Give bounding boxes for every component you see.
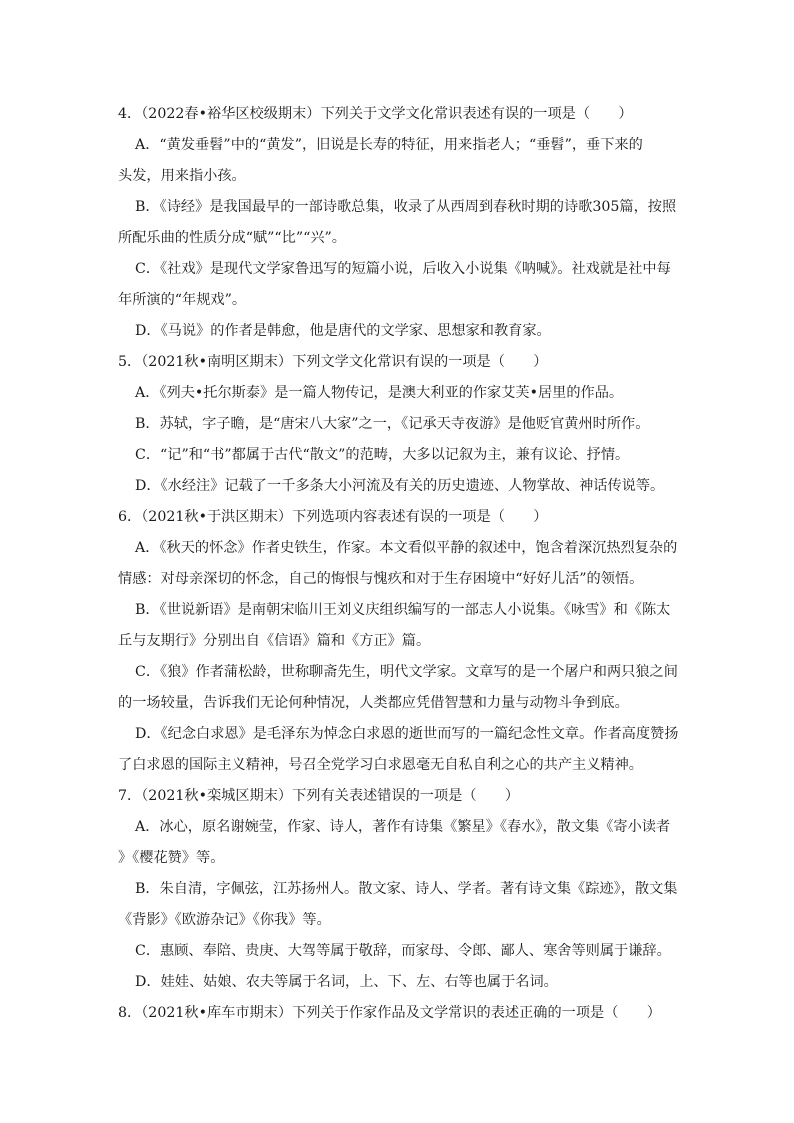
question-4-option-c: C．《社戏》是现代文学家鲁迅写的短篇小说，后收入小说集《呐喊》。社戏就是社中每 <box>135 261 671 277</box>
question-6-option-a: A．《秋天的怀念》作者史铁生，作家。本文看似平静的叙述中，饱含着深沉热烈复杂的 <box>135 540 678 556</box>
question-4-option-b-cont: 所配乐曲的性质分成“赋”“比”“兴”。 <box>118 230 346 246</box>
question-6-option-c-cont: 的一场较量，告诉我们无论何种情况，人类都应凭借智慧和力量与动物斗争到底。 <box>118 695 629 711</box>
question-6-option-c: C．《狼》作者蒲松龄，世称聊斋先生，明代文学家。文章写的是一个屠户和两只狼之间 <box>135 664 678 680</box>
question-6-option-a-cont: 情感：对母亲深切的怀念，自己的悔恨与愧疚和对于生存困境中“好好儿活”的领悟。 <box>118 571 644 587</box>
question-4-stem: 4．（2022春•裕华区校级期末）下列关于文学文化常识表述有误的一项是（ ） <box>118 106 633 122</box>
question-4-option-b: B．《诗经》是我国最早的一部诗歌总集，收录了从西周到春秋时期的诗歌305篇，按照 <box>135 199 677 215</box>
question-5-option-a: A．《列夫•托尔斯泰》是一篇人物传记，是澳大利亚的作家艾芙•居里的作品。 <box>135 385 624 401</box>
question-4-option-d: D．《马说》的作者是韩愈，他是唐代的文学家、思想家和教育家。 <box>135 323 551 339</box>
question-4-option-a-cont: 头发，用来指小孩。 <box>118 168 246 184</box>
question-5-option-c: C．“记”和“书”都属于古代“散文”的范畴，大多以记叙为主，兼有议论、抒情。 <box>135 447 630 463</box>
question-7-option-b: B．朱自清，字佩弦，江苏扬州人。散文家、诗人、学者。著有诗文集《踪迹》，散文集 <box>135 881 678 897</box>
question-7-option-d: D．娃娃、姑娘、农夫等属于名词，上、下、左、右等也属于名词。 <box>135 974 558 990</box>
question-8-stem: 8．（2021秋•库车市期末）下列关于作家作品及文学常识的表述正确的一项是（ ） <box>118 1005 661 1021</box>
question-7-option-a-cont: 》《樱花赞》等。 <box>118 850 225 866</box>
question-6-option-d-cont: 了白求恩的国际主义精神，号召全党学习白求恩毫无自私自利之心的共产主义精神。 <box>118 757 643 773</box>
question-5-stem: 5．（2021秋•南明区期末）下列文学文化常识有误的一项是（ ） <box>118 354 548 370</box>
question-6-option-b-cont: 丘与友期行》分别出自《信语》篇和《方正》篇。 <box>118 633 431 649</box>
question-5-option-d: D．《水经注》记载了一千多条大小河流及有关的历史遗迹、人物掌故、神话传说等。 <box>135 478 665 494</box>
question-7-option-c: C．惠顾、奉陪、贵庚、大驾等属于敬辞，而家母、令郎、鄙人、寒舍等则属于谦辞。 <box>135 943 671 959</box>
question-7-option-b-cont: 《背影》《欧游杂记》《你我》等。 <box>118 912 331 928</box>
question-4-option-a: A．“黄发垂髫”中的“黄发”，旧说是长寿的特征，用来指老人；“垂髫”，垂下来的 <box>135 137 643 153</box>
question-5-option-b: B．苏轼，字子瞻，是“唐宋八大家”之一，《记承天寺夜游》是他贬官黄州时所作。 <box>135 416 650 432</box>
question-7-option-a: A．冰心，原名谢婉莹，作家、诗人，著作有诗集《繁星》《春水》，散文集《寄小读者 <box>135 819 671 835</box>
question-7-stem: 7．（2021秋•栾城区期末）下列有关表述错误的一项是（ ） <box>118 788 520 804</box>
question-6-stem: 6．（2021秋•于洪区期末）下列选项内容表述有误的一项是（ ） <box>118 509 548 525</box>
question-4-option-c-cont: 年所演的“年规戏”。 <box>118 292 247 308</box>
question-6-option-d: D．《纪念白求恩》是毛泽东为悼念白求恩的逝世而写的一篇纪念性文章。作者高度赞扬 <box>135 726 679 742</box>
question-6-option-b: B．《世说新语》是南朝宋临川王刘义庆组织编写的一部志人小说集。《咏雪》和《陈太 <box>135 602 671 618</box>
